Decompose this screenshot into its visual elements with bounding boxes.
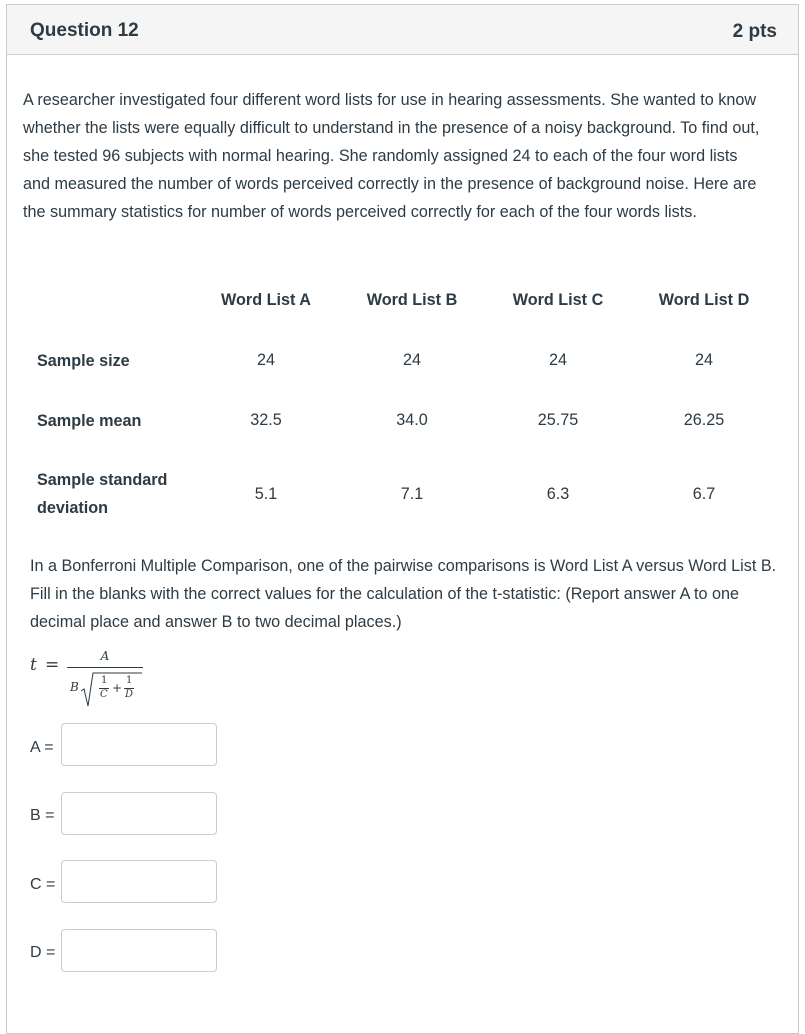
answer-c-label: C = bbox=[30, 876, 56, 893]
table-cell: 32.5 bbox=[250, 411, 282, 429]
table-cell: 6.3 bbox=[546, 485, 570, 503]
table-cell: 24 bbox=[402, 351, 422, 369]
table-cell: 25.75 bbox=[537, 411, 579, 429]
answer-d-label: D = bbox=[30, 944, 56, 961]
table-cell: 26.25 bbox=[683, 411, 725, 429]
answer-b-input[interactable] bbox=[61, 792, 217, 835]
row-header-sample-mean: Sample mean bbox=[37, 412, 142, 430]
question-header bbox=[7, 5, 798, 55]
question-points: 2 pts bbox=[732, 21, 777, 42]
formula-numerator: A bbox=[100, 649, 110, 663]
table-cell: 24 bbox=[694, 351, 714, 369]
column-header-word-list-d: Word List D bbox=[658, 291, 750, 309]
formula-coefficient: B bbox=[70, 680, 79, 694]
formula-plus: + bbox=[112, 681, 123, 695]
question-title: Question 12 bbox=[30, 20, 139, 41]
t-statistic-formula bbox=[30, 648, 150, 708]
table-cell: 6.7 bbox=[692, 485, 716, 503]
answer-c-input[interactable] bbox=[61, 860, 217, 903]
formula-equals: = bbox=[45, 655, 60, 675]
formula-t: t bbox=[30, 655, 37, 675]
row-header-sample-sd: Sample standard deviation bbox=[37, 471, 168, 517]
formula-d: D bbox=[125, 689, 134, 700]
table-cell: 34.0 bbox=[396, 411, 428, 429]
row-header-sample-size: Sample size bbox=[37, 352, 130, 370]
column-header-word-list-c: Word List C bbox=[512, 291, 604, 309]
column-header-word-list-b: Word List B bbox=[366, 291, 458, 309]
question-prompt: A researcher investigated four different word lists for use in hearing assessments. She wanted to know whether the lists were equally difficult to understand in the presence of a noisy background. To find out, she tested 96 subjects with normal hearing. She randomly assigned 24 to each of the four word lists and measured the number of words perceived correctly in the presence of background noise. Here are the summary statistics for number of words perceived correctly for each of the four words lists. bbox=[23, 91, 760, 221]
table-cell: 24 bbox=[256, 351, 276, 369]
formula-one-d: 1 bbox=[126, 675, 133, 686]
answer-a-input[interactable] bbox=[61, 723, 217, 766]
column-header-word-list-a: Word List A bbox=[221, 291, 311, 309]
table-cell: 7.1 bbox=[400, 485, 424, 503]
table-cell: 24 bbox=[548, 351, 568, 369]
bonferroni-instructions: In a Bonferroni Multiple Comparison, one of the pairwise comparisons is Word List A versus Word List B. Fill in the blanks with the correct values for the calculation of the t-statistic: (Report answer A to one decimal place and answer B to two decimal places.) bbox=[30, 557, 777, 631]
answer-b-label: B = bbox=[30, 807, 55, 824]
formula-c: C bbox=[100, 689, 108, 700]
answer-a-label: A = bbox=[30, 739, 54, 756]
table-cell: 5.1 bbox=[254, 485, 278, 503]
formula-one-c: 1 bbox=[101, 675, 108, 686]
answer-d-input[interactable] bbox=[61, 929, 217, 972]
